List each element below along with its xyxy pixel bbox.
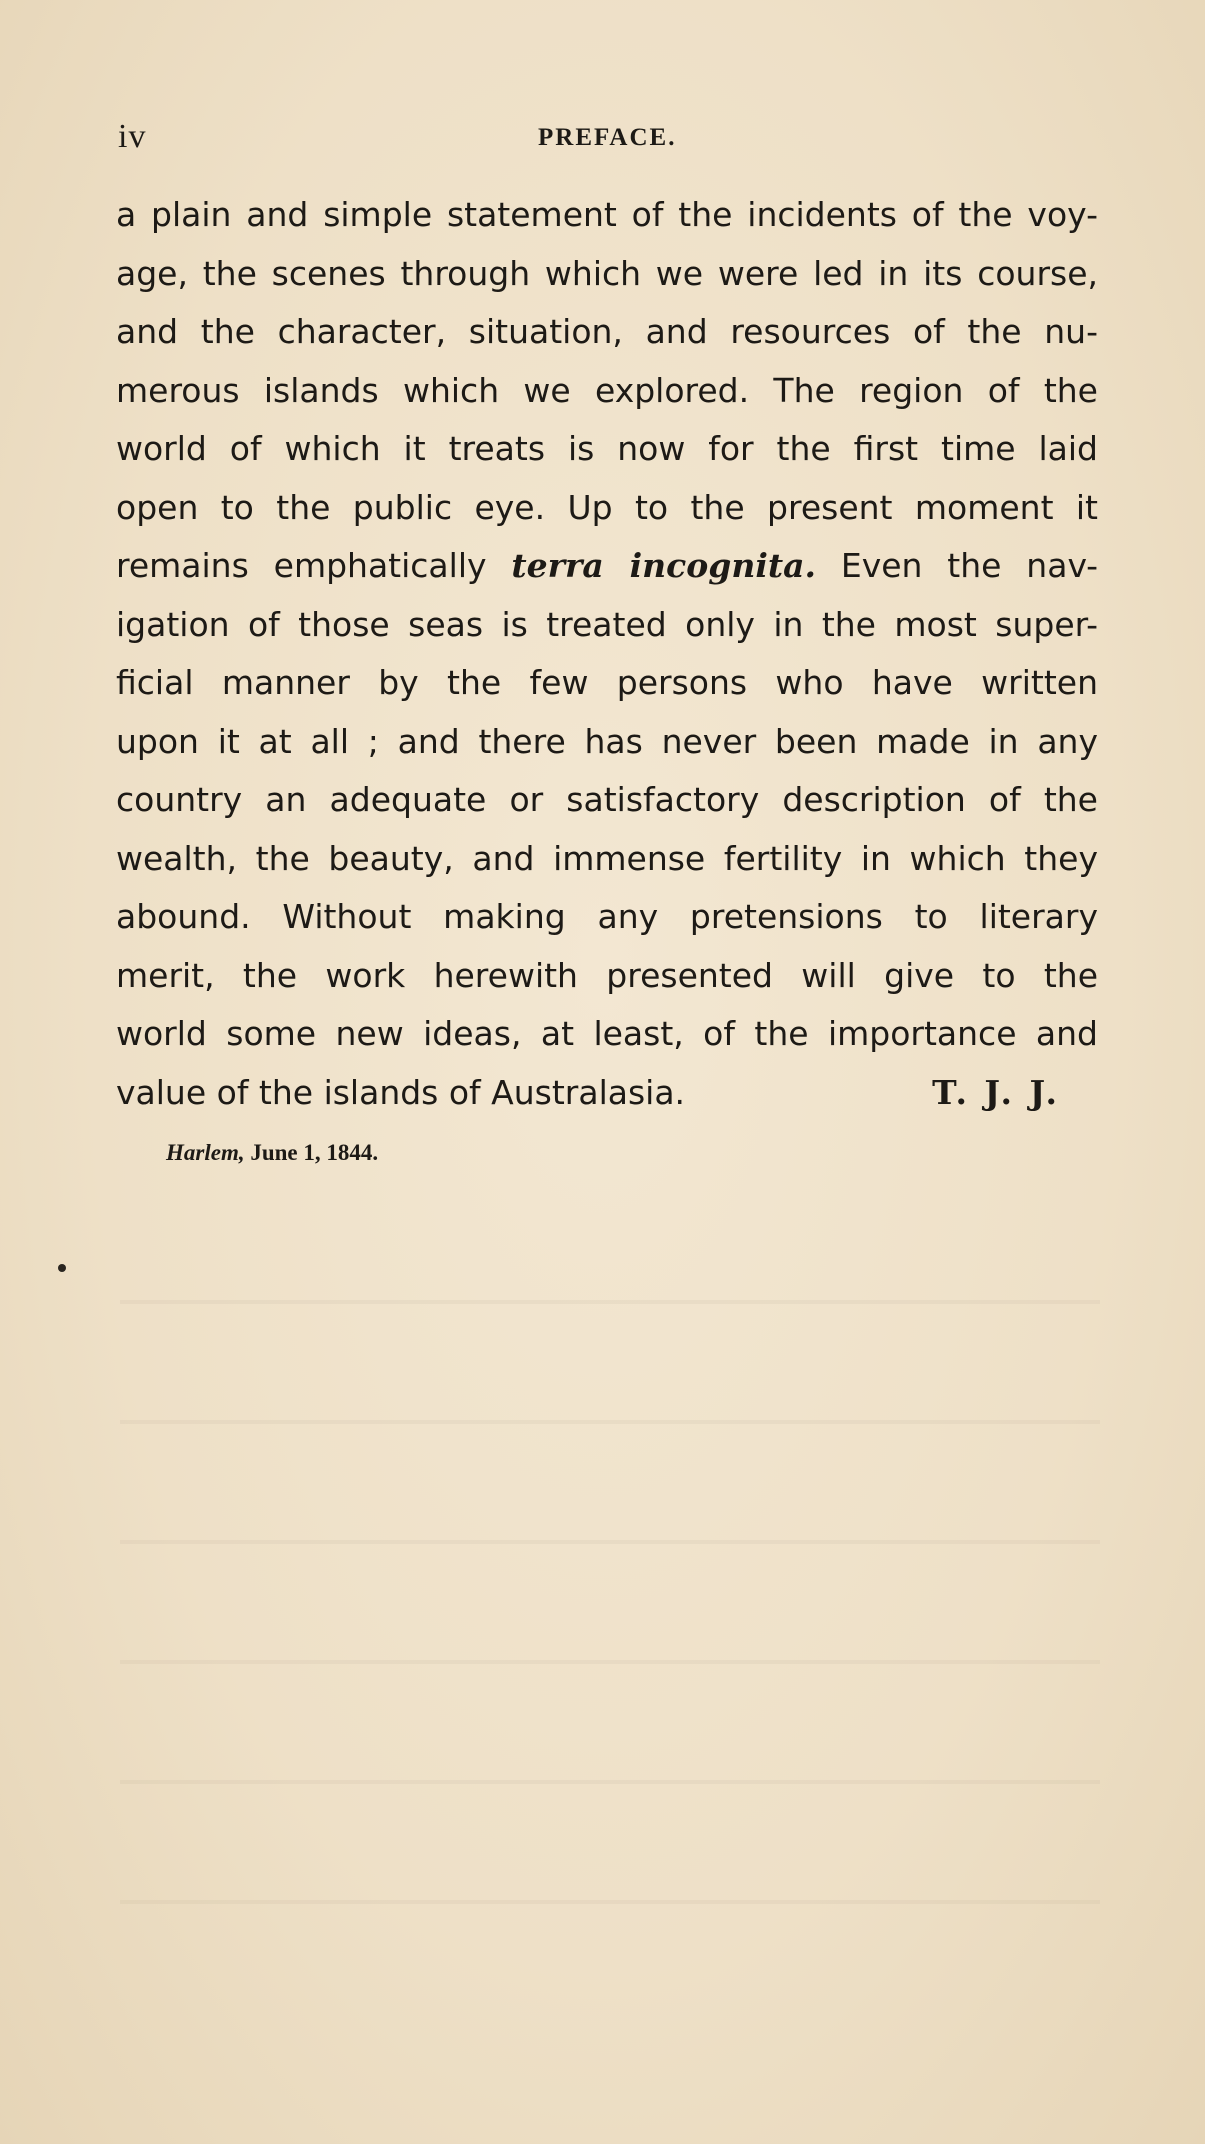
dateline-place: Harlem, — [166, 1140, 245, 1165]
text-line: country an adequate or satisfactory description of the — [116, 780, 1098, 819]
ink-speck — [58, 1264, 66, 1272]
bleed-through-line — [120, 1780, 1100, 1784]
running-title: PREFACE. — [538, 124, 677, 151]
text-line: world some new ideas, at least, of the importance and — [116, 1014, 1098, 1053]
text-line: ficial manner by the few persons who have written — [116, 663, 1098, 702]
text-line: open to the public eye. Up to the present moment it — [116, 487, 1098, 527]
text-line: wealth, the beauty, and immense fertility in which they — [116, 838, 1098, 878]
bleed-through-line — [120, 1420, 1100, 1424]
text-line: abound. Without making any pretensions to literary — [116, 897, 1098, 936]
text-line: world of which it treats is now for the first time laid — [116, 429, 1098, 468]
italic-phrase: terra incognita. — [511, 546, 816, 585]
text-segment: Even the nav- — [815, 546, 1098, 585]
text-line-final — [116, 1064, 1098, 1123]
text-line: merous islands which we explored. The region of the — [116, 370, 1098, 410]
bleed-through-line — [120, 1300, 1100, 1304]
running-head — [118, 118, 1098, 158]
bleed-through-line — [120, 1900, 1100, 1904]
text-line: igation of those seas is treated only in the most super- — [116, 604, 1098, 644]
dateline — [166, 1140, 378, 1166]
text-line: merit, the work herewith presented will give to the — [116, 955, 1098, 995]
text-segment: value of the islands of Australasia. — [116, 1072, 686, 1112]
preface-text — [116, 186, 1098, 1122]
dateline-date: June 1, 1844. — [244, 1140, 379, 1165]
text-line: and the character, situation, and resources of the nu- — [116, 312, 1098, 351]
text-line: upon it at all ; and there has never been made in any — [116, 721, 1098, 761]
bleed-through-line — [120, 1540, 1100, 1544]
bleed-through-line — [120, 1660, 1100, 1664]
text-line-mixed — [116, 537, 1098, 596]
text-line: age, the scenes through which we were led in its course, — [116, 253, 1098, 293]
page-number: iv — [118, 118, 147, 155]
text-line: a plain and simple statement of the incidents of the voy- — [116, 195, 1098, 234]
text-segment: remains emphatically — [116, 546, 512, 585]
author-initials: T. J. J. — [932, 1072, 1060, 1112]
